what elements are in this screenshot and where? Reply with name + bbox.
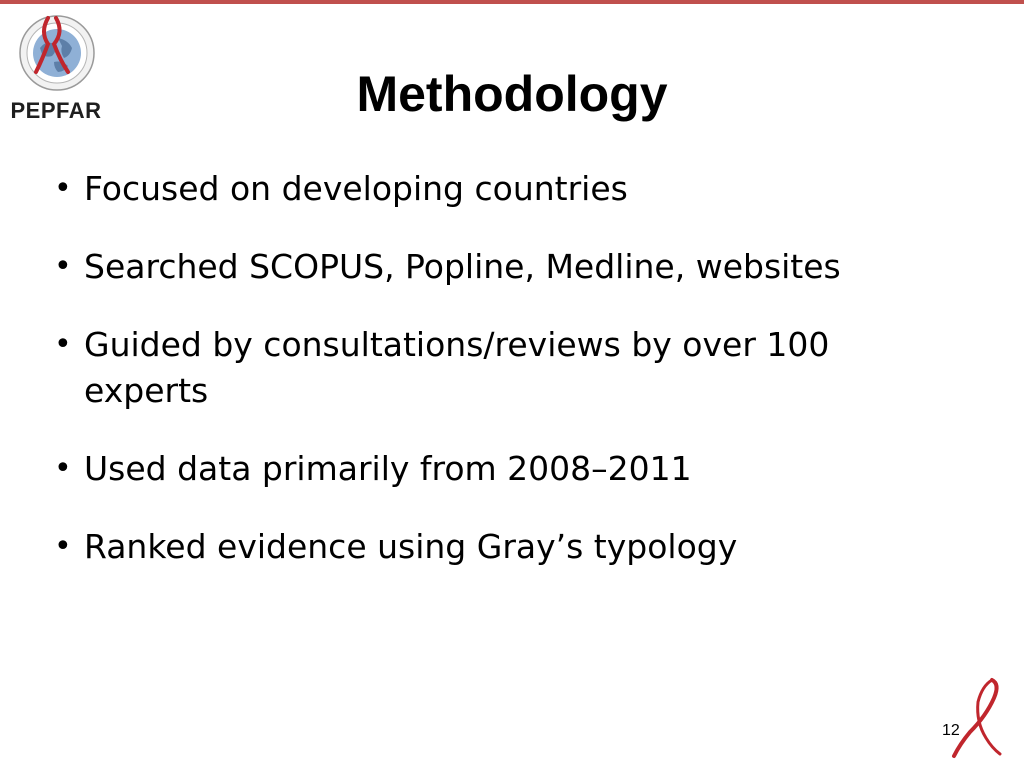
bullet-item (48, 244, 948, 290)
bullet-icon: • (54, 451, 72, 486)
bullet-item (48, 166, 948, 212)
bullet-icon: • (54, 249, 72, 284)
bullet-icon: • (54, 171, 72, 206)
page-number: 12 (942, 722, 960, 739)
bullet-icon: • (54, 327, 72, 362)
red-ribbon-icon (940, 676, 1004, 760)
bullet-text: Used data primarily from 2008–2011 (84, 449, 692, 488)
slide-title: Methodology (356, 66, 668, 122)
bullet-item (48, 322, 948, 414)
bullet-text: Guided by consultations/reviews by over 100 experts (84, 325, 830, 410)
bullet-item (48, 446, 948, 492)
bullet-text: Ranked evidence using Gray’s typology (84, 527, 738, 566)
bullet-text: Searched SCOPUS, Popline, Medline, websites (84, 247, 841, 286)
bullet-item (48, 524, 948, 570)
top-accent-bar (0, 0, 1024, 4)
bullet-icon: • (54, 529, 72, 564)
logo-text: PEPFAR (10, 98, 102, 123)
bullet-list (48, 166, 948, 602)
bullet-text: Focused on developing countries (84, 169, 628, 208)
